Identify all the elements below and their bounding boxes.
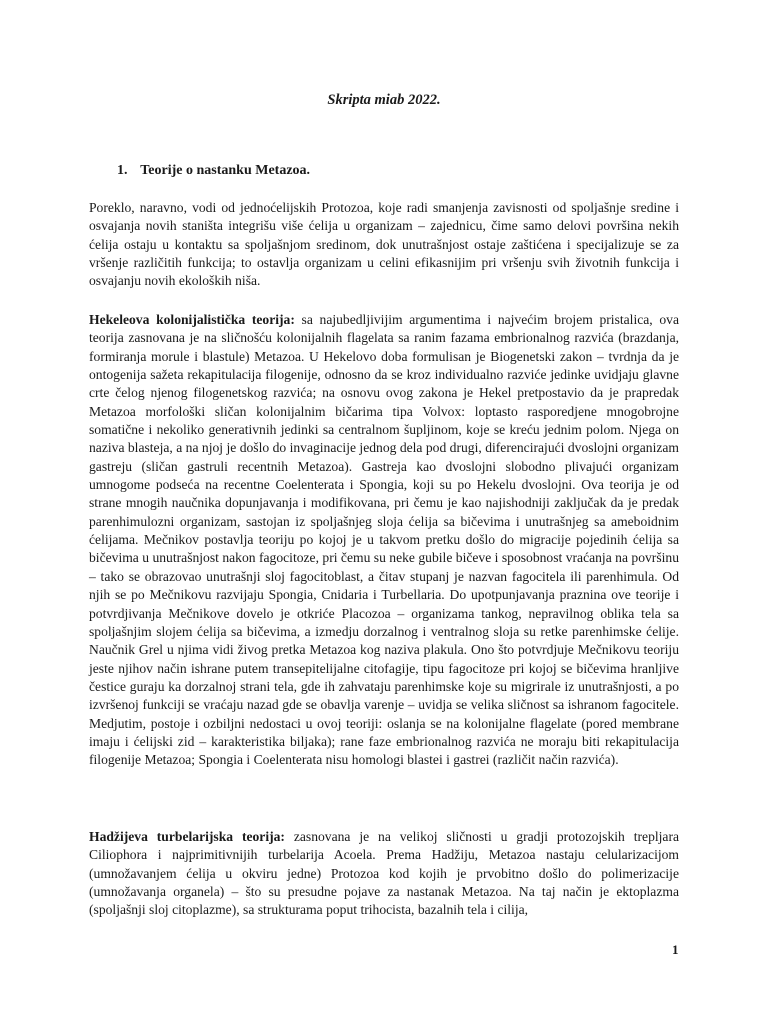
paragraph-intro-text: Poreklo, naravno, vodi od jednoćelijskih Protozoa, koje radi smanjenja zavisnosti od spoljašnje sredine i osvajanja novih staništa integrišu više ćelija u organizam – zajednicu, čime samo delovi površina nekih ćelija ostaju u kontaktu sa spoljašnjom sredinom, dok unutrašnjost ostaje zaštićena i specijalizuje se za vršenje različitih funkcija; to ostavlja organizam u celini efikasnijim pri vršenju svih životnih funkcija i osvajanju novih ekoloških niša. (89, 200, 679, 289)
paragraph-hadzi-body: zasnovana je na velikoj sličnosti u gradji protozojskih trepljara Ciliophora i najprimitivnijih turbelarija Acoela. Prema Hadžiju, Metazoa nastaju celularizacijom (umnožavanjem ćelija u okviru jedne) Protozoa kod kojih je prvobitno došlo do polimerizacije (umnožavanja organela) – što su presudne pojave za nastanak Metazoa. Na taj način je ektoplazma (spoljašnji sloj citoplazme), sa strukturama poput trihocista, bazalnih tela i cilija, (89, 829, 680, 918)
page-number: 1 (672, 942, 679, 957)
section-title: Teorije o nastanku Metazoa. (140, 163, 311, 178)
paragraph-haeckel-lead: Hekeleova kolonijalistička teorija: (89, 312, 295, 327)
paragraph-hadzi-text (89, 828, 679, 920)
section-heading (117, 163, 310, 179)
paragraph-haeckel (89, 311, 679, 770)
paragraph-intro (89, 199, 679, 291)
paragraph-hadzi-lead: Hadžijeva turbelarijska teorija: (89, 829, 285, 844)
paragraph-hadzi (89, 828, 679, 920)
document-title: Skripta miab 2022. (327, 92, 441, 108)
section-number: 1. (117, 163, 128, 178)
paragraph-haeckel-body: sa najubedljivijim argumentima i najvećim brojem pristalica, ova teorija zasnovana je na sličnošću kolonijalnih flagelata sa ranim fazama embrionalnog razvića (brazdanja, formiranja morule i blastule) Metazoa. U Hekelovo doba formulisan je Biogenetski zakon – tvrdnja da je ontogenija sažeta rekapitulacija filogenije, odnosno da se kroz individualno razviće jedinke uvidjaju glavne crte čelog njenog filogenetskog razvića; na osnovu ovog zakona je Hekel pretpostavio da je prapredak Metazoa morfološki sličan kolonijalnim bičarima tipa Volvox: loptasto rasporedjene mnogobrojne somatične i nekoliko generativnih jedinki sa centralnom šupljinom, koje se kreću jednim polom. Njega on naziva blasteja, a na njoj je došlo do invaginacije jednog dela pod drugi, diferencirajući dvoslojni organizam gastreju (sličan gastruli recentnih Metazoa). Gastreja kao dvoslojni slobodno plivajući organizam umnogome podseća na recentne Coelenterata i Spongia, koji su po Hekelu dvoslojni. Ova teorija je od strane mnogih naučnika dopunjavanja i modifikovana, pri čemu je kao najishodniji zaključak da je predak parenhimulozni organizam, sastojan iz spoljašnjeg sloja ćelija sa bičevima i unutrašnjeg sa ameboidnim ćelijama. Mečnikov postavlja teoriju po kojoj je u takvom pretku došlo do migracije pojedinih ćelija sa bičevima u unutrašnjost nakon fagocitoze, pri čemu su neke gubile bičeve i sposobnost vraćanja na površinu – tako se obrazovao unutrašnji sloj fagocitoblast, a čitav stupanj je nazvan fagocitela ili parenhimula. Od njih se po Mečnikovu razvijaju Spongia, Cnidaria i Turbellaria. Do upotpunjavanja praznina ove teorije i potvrdjivanja Mečnikove dovelo je otkriće Placozoa – organizama tankog, nepravilnog oblika tela sa spoljašnjim slojem ćelija sa bičevima, a izmedju dorzalnog i ventralnog sloja su retke parenhimske ćelije. Naučnik Grel u njima vidi živog pretka Metazoa kog naziva plakula. Ono što potvrdjuje Mečnikovu teoriju jeste njihov način ishrane putem transepitelijalne citofagije, tipu fagocitoze pri kojoj se bičevima hranljive čestice guraju ka dorzalnoj strani tela, gde ih zahvataju parenhimske koje su migrirale iz unutrašnjosti, a po izvršenoj funkciji se vraćaju nazad gde se obavlja varenje – uvidja se velika sličnost sa ishranom fagocitele. Medjutim, postoje i ozbiljni nedostaci u ovoj teoriji: oslanja se na kolonijalne flagelate (pored membrane imaju i ćelijski zid – karakteristika biljaka); rane faze embrionalnog razvića ne moraju biti rekapitulacija filogenije Metazoa; Spongia i Coelenterata nisu homologi blastei i gastrei (različit način razvića). (89, 312, 679, 768)
paragraph-haeckel-text (89, 311, 679, 770)
